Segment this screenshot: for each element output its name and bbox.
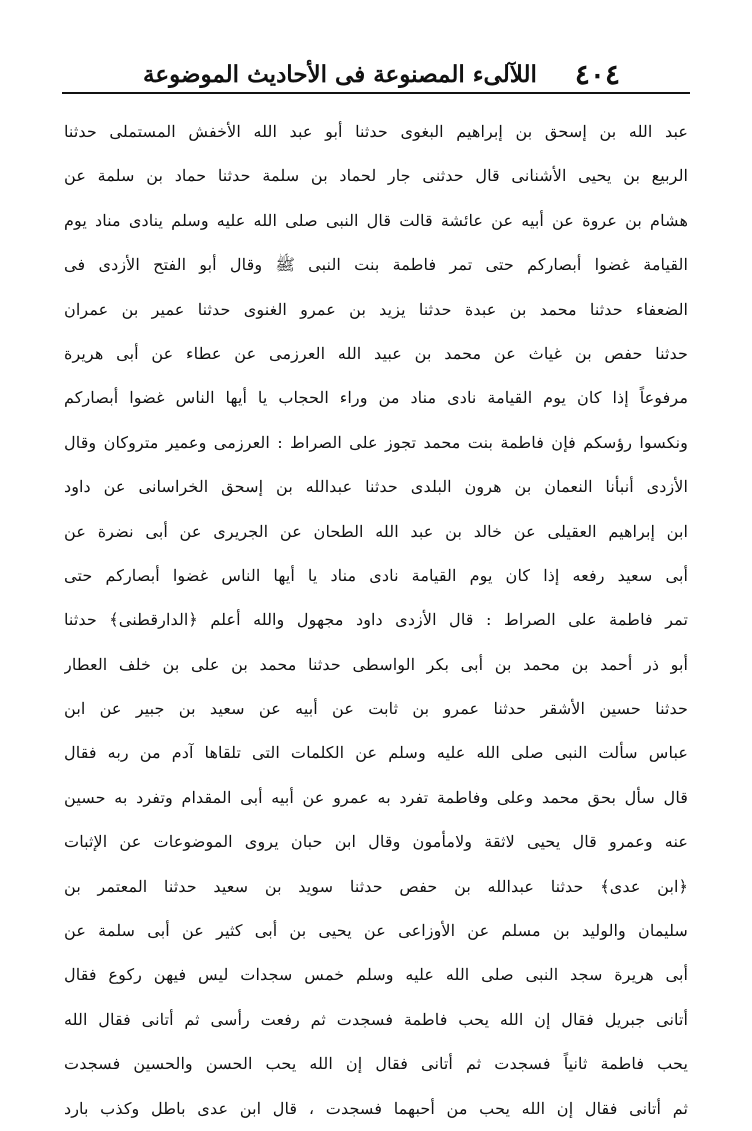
text-line: عباس سألت النبى صلى الله عليه وسلم عن الكلمات التى تلقاها آدم من ربه فقال	[64, 743, 688, 763]
text-line: أبى هريرة سجد النبى صلى الله عليه وسلم خمس سجدات ليس فيهن ركوع فقال	[64, 965, 688, 985]
text-line: أبو ذر أحمد بن محمد بن أبى بكر الواسطى حدثنا محمد بن على بن خلف العطار	[64, 654, 688, 674]
page-header	[62, 56, 690, 94]
text-line: ابن إبراهيم العقيلى عن خالد بن عبد الله الطحان عن الجريرى عن أبى نضرة عن	[64, 521, 688, 541]
text-line: مرفوعاً إذا كان يوم القيامة نادى مناد من وراء الحجاب يا أيها الناس غضوا أبصاركم	[64, 388, 688, 408]
text-line: حدثنا حفص بن غياث عن محمد بن عبيد الله العرزمى عن عطاء عن أبى هريرة	[64, 343, 688, 363]
text-line: القيامة غضوا أبصاركم حتى تمر فاطمة بنت النبى ﷺ وقال أبو الفتح الأزدى فى	[64, 255, 688, 275]
text-line: تمر فاطمة على الصراط : قال الأزدى داود مجهول والله أعلم ﴿الدارقطنى﴾ حدثنا	[64, 610, 688, 630]
text-line: أبى سعيد رفعه إذا كان يوم القيامة نادى مناد يا أيها الناس غضوا أبصاركم حتى	[64, 565, 688, 585]
text-line: هشام بن عروة عن أبيه عن عائشة قالت قال النبى صلى الله عليه وسلم ينادى مناد يوم	[64, 210, 688, 230]
text-line: ثم أتانى فقال إن الله يحب من أحبهما فسجدت ، قال ابن عدى باطل وكذب بارد	[64, 1098, 688, 1118]
text-line: الربيع بن يحيى الأشنانى قال حدثنى جار لحماد بن سلمة حدثنا حماد بن سلمة عن	[64, 166, 688, 186]
body-text	[64, 110, 688, 1131]
text-line: ونكسوا رؤسكم فإن فاطمة بنت محمد تجوز على الصراط : العرزمى وعمير متروكان وقال	[64, 432, 688, 452]
text-line: عبد الله بن إسحق بن إبراهيم البغوى حدثنا أبو عبد الله الأخفش المستملى حدثنا	[64, 122, 688, 141]
text-line: عنه وعمرو قال يحيى لاثقة ولامأمون وقال ابن حبان يروى الموضوعات عن الإثبات	[64, 832, 688, 852]
text-line: قال سأل بحق محمد وعلى وفاطمة تفرد به عمرو عن أبيه أبى المقدام وتفرد به حسين	[64, 787, 688, 807]
text-line: ﴿ابن عدى﴾ حدثنا عبدالله بن حفص حدثنا سويد بن سعيد حدثنا المعتمر بن	[64, 876, 688, 896]
page-number: ٤٠٤	[574, 57, 620, 91]
text-line: الأزدى أنبأنا النعمان بن هرون البلدى حدثنا عبدالله بن إسحق الخراسانى عن داود	[64, 477, 688, 497]
text-line: الضعفاء حدثنا محمد بن عبدة حدثنا يزيد بن عمرو الغنوى حدثنا عمير بن عمران	[64, 299, 688, 319]
text-line: سليمان والوليد بن مسلم عن الأوزاعى عن يحيى بن أبى كثير عن أبى سلمة عن	[64, 921, 688, 941]
text-line: يحب فاطمة ثانياً فسجدت ثم أتانى فقال إن الله يحب الحسن والحسين فسجدت	[64, 1054, 688, 1074]
text-line: حدثنا حسين الأشقر حدثنا عمرو بن ثابت عن أبيه عن سعيد بن جبير عن ابن	[64, 699, 688, 719]
running-title: اللآلىء المصنوعة فى الأحاديث الموضوعة	[143, 60, 537, 88]
text-line: أتانى جبريل فقال إن الله يحب فاطمة فسجدت ثم رفعت رأسى ثم أتانى فقال الله	[64, 1009, 688, 1029]
